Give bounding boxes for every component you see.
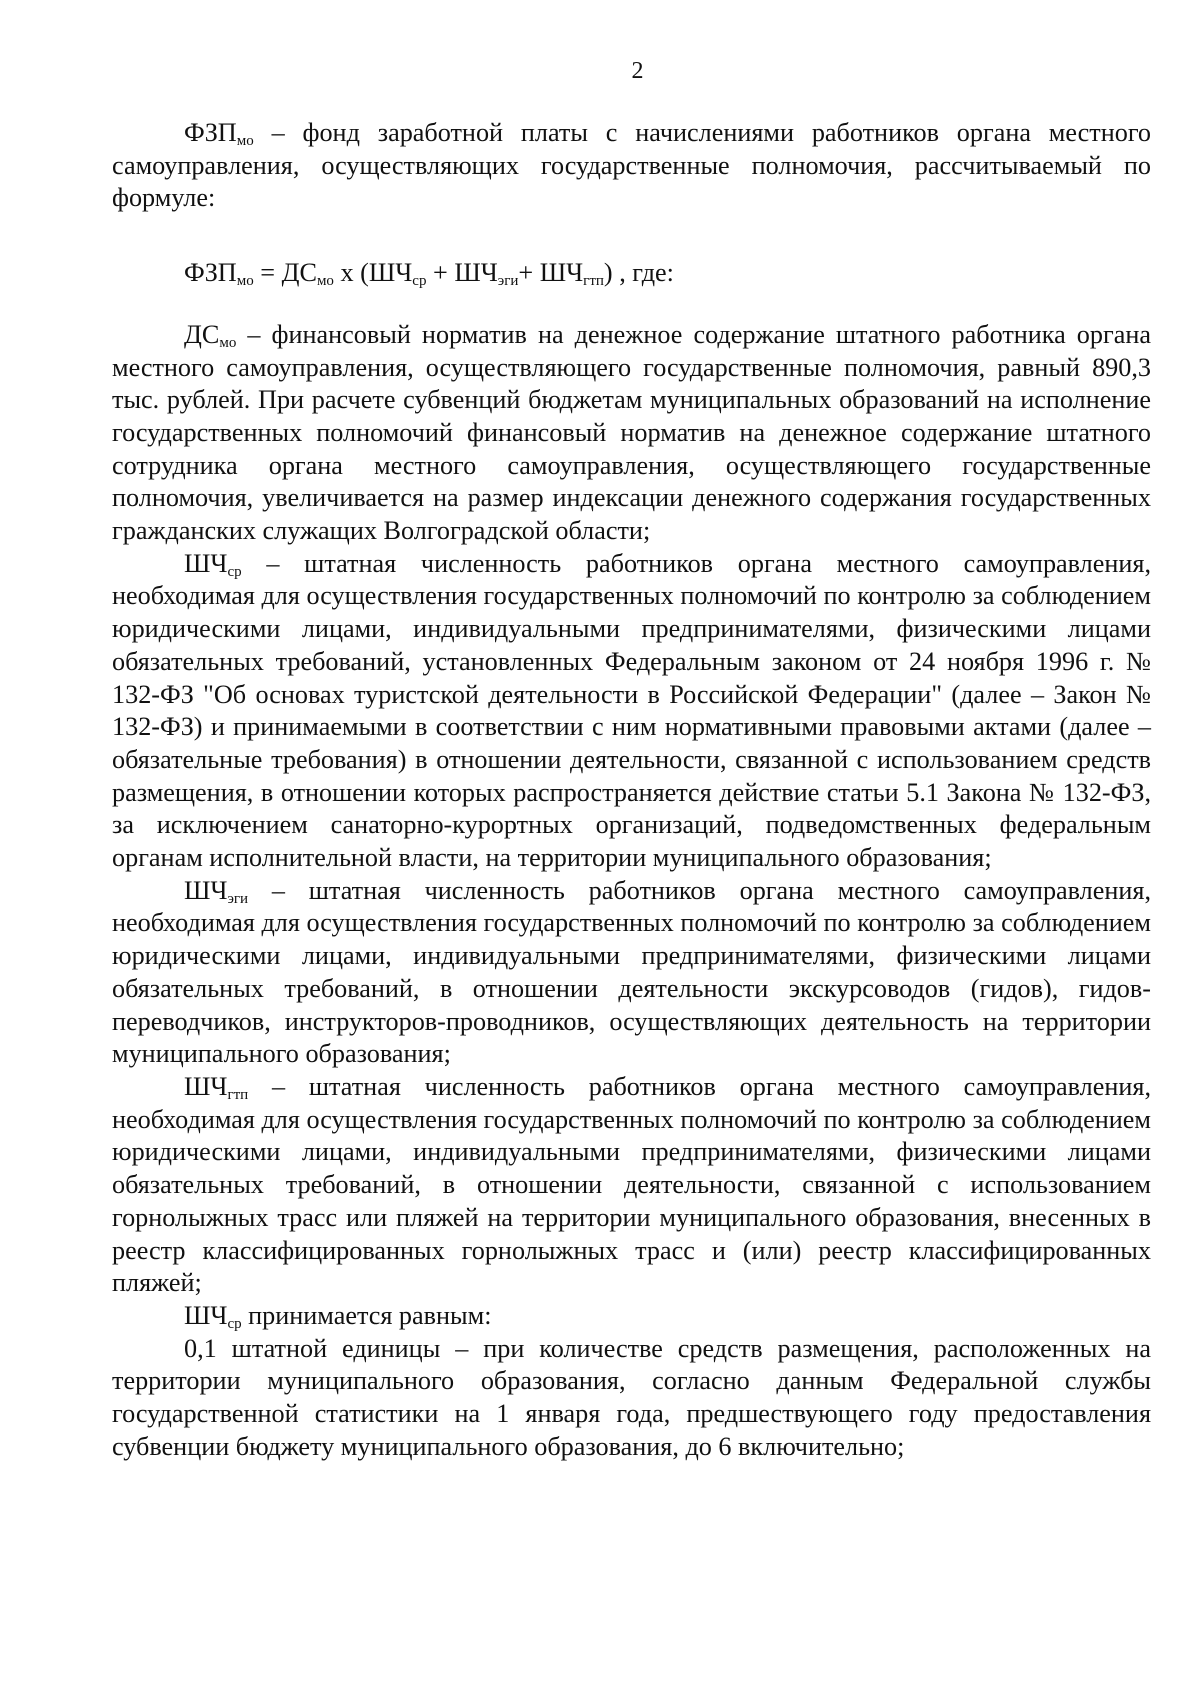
document-body [112,117,1151,1463]
symbol-shch-sr-subscript: ср [227,563,242,580]
formula-part-4: + ШЧ [426,258,498,288]
symbol-shch-egi: ШЧ [184,875,228,905]
paragraph-shch-egi-definition [112,875,1151,1071]
paragraph-shch-sr-equal [112,1300,1151,1333]
symbol-shch-egi-subscript: эги [227,890,249,907]
shch-sr-definition-text: – штатная численность работников органа местного самоуправления, необходимая для осуществления государственных полномочий по контролю за соблюдением юридическими лицами, индивидуальными предпринимателями, физическими лицами обязательных требований, установленных Федеральным законом от 24 ноября 1996 г. № 132-ФЗ "Об основах туристской деятельности в Российской Федерации" (далее – Закон № 132-ФЗ) и принимаемыми в соответствии с ним нормативными правовыми актами (далее – обязательные требования) в отношении деятельности, связанной с использованием средств размещения, в отношении которых распространяется действие статьи 5.1 Закона № 132-ФЗ, за исключением санаторно-курортных организаций, подведомственных федеральным органам исполнительной власти, на территории муниципального образования; [112,548,1151,873]
paragraph-fzp-definition [112,117,1151,215]
symbol-ds: ДС [184,319,220,349]
formula-sub-2: мо [316,273,334,290]
formula-part-1: ФЗП [184,258,237,288]
shch-sr-equal-text: принимается равным: [241,1300,492,1330]
symbol-fzp-subscript: мо [236,133,254,149]
shch-egi-definition-text: – штатная численность работников органа местного самоуправления, необходимая для осуществления государственных полномочий по контролю за соблюдением юридическими лицами, индивидуальными предпринимателями, физическими лицами обязательных требований, в отношении деятельности экскурсоводов (гидов), гидов-переводчиков, инструкторов-проводников, осуществляющих деятельность на территории муниципального образования; [112,875,1151,1069]
formula-sub-3: ср [412,273,427,290]
fzp-definition-text: – фонд заработной платы с начислениями работников органа местного самоуправления, осуществляющих государственные полномочия, рассчитываемый по формуле: [112,118,1151,213]
paragraph-shch-sr-definition [112,548,1151,875]
formula-fzp [112,257,1151,290]
symbol-shch-sr-2-subscript: ср [227,1315,242,1332]
formula-part-2: = ДС [253,258,317,288]
symbol-shch-sr: ШЧ [184,548,228,578]
page-number: 2 [631,58,644,84]
ds-definition-text: – финансовый норматив на денежное содержание штатного работника органа местного самоуправления, осуществляющего государственные полномочия, равный 890,3 тыс. рублей. При расчете субвенций бюджетам муниципальных образований на исполнение государственных полномочий финансовый норматив на денежное содержание штатного сотрудника органа местного самоуправления, осуществляющего государственные полномочия, увеличивается на размер индексации денежного содержания государственных гражданских служащих Волгоградской области; [112,319,1151,546]
symbol-shch-gtp: ШЧ [184,1071,228,1101]
formula-sub-5: гтп [583,273,604,290]
paragraph-ds-definition [112,319,1151,548]
symbol-shch-sr-2: ШЧ [184,1300,228,1330]
formula-sub-1: мо [236,273,254,290]
formula-sub-4: эги [497,273,519,290]
shch-gtp-definition-text: – штатная численность работников органа местного самоуправления, необходимая для осуществления государственных полномочий по контролю за соблюдением юридическими лицами, индивидуальными предпринимателями, физическими лицами обязательных требований, в отношении деятельности, связанной с использованием горнолыжных трасс или пляжей на территории муниципального образования, внесенных в реестр классифицированных горнолыжных трасс и (или) реестр классифицированных пляжей; [112,1071,1151,1298]
formula-part-6: ) , где: [603,258,674,288]
paragraph-rule-01: 0,1 штатной единицы – при количестве средств размещения, расположенных на территории муниципального образования, согласно данным Федеральной службы государственной статистики на 1 января года, предшествующего году предоставления субвенции бюджету муниципального образования, до 6 включительно; [112,1333,1151,1461]
symbol-shch-gtp-subscript: гтп [227,1086,249,1103]
symbol-ds-subscript: мо [219,334,237,351]
formula-part-3: х (ШЧ [333,258,413,288]
symbol-fzp: ФЗП [184,118,237,147]
paragraph-shch-gtp-definition [112,1071,1151,1300]
formula-part-5: + ШЧ [518,258,584,288]
